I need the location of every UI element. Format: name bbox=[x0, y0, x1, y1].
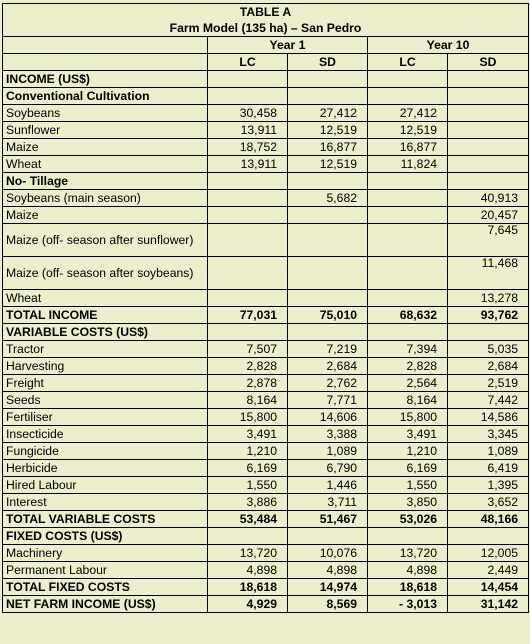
table-subtitle: Farm Model (135 ha) – San Pedro bbox=[169, 21, 362, 35]
value-cell bbox=[448, 139, 529, 156]
table-row bbox=[3, 443, 529, 460]
table-row bbox=[3, 579, 529, 596]
value-cell: 1,210 bbox=[208, 443, 288, 460]
value-cell bbox=[288, 257, 368, 290]
row-label: Conventional Cultivation bbox=[3, 88, 208, 105]
row-label: VARIABLE COSTS (US$) bbox=[3, 324, 208, 341]
value-cell bbox=[208, 290, 288, 307]
value-cell: 13,278 bbox=[448, 290, 529, 307]
value-cell bbox=[208, 88, 288, 105]
value-cell: 2,828 bbox=[368, 358, 448, 375]
value-cell: 12,005 bbox=[448, 545, 529, 562]
value-cell: 4,929 bbox=[208, 596, 288, 613]
value-cell: 18,618 bbox=[368, 579, 448, 596]
value-cell: 12,519 bbox=[288, 156, 368, 173]
value-cell: 18,618 bbox=[208, 579, 288, 596]
row-label: NET FARM INCOME (US$) bbox=[3, 596, 208, 613]
value-cell: 2,684 bbox=[288, 358, 368, 375]
table-row bbox=[3, 190, 529, 207]
table-row bbox=[3, 409, 529, 426]
subheader-empty-cell bbox=[3, 54, 208, 71]
value-cell: 5,035 bbox=[448, 341, 529, 358]
value-cell: 2,762 bbox=[288, 375, 368, 392]
value-cell: 27,412 bbox=[368, 105, 448, 122]
table-row bbox=[3, 545, 529, 562]
table-row bbox=[3, 207, 529, 224]
value-cell: 4,898 bbox=[208, 562, 288, 579]
row-label: TOTAL VARIABLE COSTS bbox=[3, 511, 208, 528]
value-cell bbox=[368, 324, 448, 341]
value-cell bbox=[208, 207, 288, 224]
row-label: No- Tillage bbox=[3, 173, 208, 190]
row-label: Soybeans bbox=[3, 105, 208, 122]
value-cell: 51,467 bbox=[288, 511, 368, 528]
table-row bbox=[3, 257, 529, 290]
value-cell: 1,550 bbox=[208, 477, 288, 494]
row-label: Permanent Labour bbox=[3, 562, 208, 579]
table-row bbox=[3, 392, 529, 409]
value-cell: 2,878 bbox=[208, 375, 288, 392]
subheader-sd-year-10: SD bbox=[448, 54, 529, 71]
value-cell: 8,569 bbox=[288, 596, 368, 613]
row-label: Harvesting bbox=[3, 358, 208, 375]
value-cell: 3,388 bbox=[288, 426, 368, 443]
value-cell: 7,771 bbox=[288, 392, 368, 409]
subheader-lc-year-1: LC bbox=[208, 54, 288, 71]
table-row bbox=[3, 477, 529, 494]
table-row bbox=[3, 71, 529, 88]
table-row bbox=[3, 139, 529, 156]
table-row bbox=[3, 426, 529, 443]
value-cell: 7,219 bbox=[288, 341, 368, 358]
value-cell: 15,800 bbox=[208, 409, 288, 426]
value-cell bbox=[208, 528, 288, 545]
value-cell: 40,913 bbox=[448, 190, 529, 207]
value-cell: 8,164 bbox=[208, 392, 288, 409]
value-cell: 3,886 bbox=[208, 494, 288, 511]
value-cell: 1,550 bbox=[368, 477, 448, 494]
row-label: TOTAL INCOME bbox=[3, 307, 208, 324]
value-cell: 2,449 bbox=[448, 562, 529, 579]
value-cell: 6,169 bbox=[208, 460, 288, 477]
value-cell bbox=[208, 173, 288, 190]
value-cell: 12,519 bbox=[288, 122, 368, 139]
subheader-row bbox=[3, 54, 529, 71]
value-cell: 48,166 bbox=[448, 511, 529, 528]
value-cell bbox=[448, 173, 529, 190]
row-label: Sunflower bbox=[3, 122, 208, 139]
header-empty-cell bbox=[3, 37, 208, 54]
value-cell bbox=[288, 290, 368, 307]
value-cell: 77,031 bbox=[208, 307, 288, 324]
value-cell: 1,446 bbox=[288, 477, 368, 494]
subheader-lc-year-10: LC bbox=[368, 54, 448, 71]
table-row bbox=[3, 173, 529, 190]
value-cell: 6,790 bbox=[288, 460, 368, 477]
value-cell bbox=[368, 88, 448, 105]
value-cell bbox=[288, 88, 368, 105]
value-cell bbox=[288, 324, 368, 341]
value-cell bbox=[208, 190, 288, 207]
table-row bbox=[3, 324, 529, 341]
value-cell: 16,877 bbox=[288, 139, 368, 156]
value-cell bbox=[448, 528, 529, 545]
value-cell: 5,682 bbox=[288, 190, 368, 207]
year-10-header: Year 10 bbox=[368, 37, 529, 54]
table-row bbox=[3, 596, 529, 613]
value-cell bbox=[448, 105, 529, 122]
value-cell bbox=[288, 528, 368, 545]
row-label: Seeds bbox=[3, 392, 208, 409]
value-cell: 1,089 bbox=[448, 443, 529, 460]
value-cell bbox=[448, 88, 529, 105]
value-cell: 13,720 bbox=[368, 545, 448, 562]
row-label: Hired Labour bbox=[3, 477, 208, 494]
value-cell: 1,089 bbox=[288, 443, 368, 460]
farm-model-table bbox=[2, 3, 529, 613]
value-cell bbox=[368, 257, 448, 290]
value-cell: 1,395 bbox=[448, 477, 529, 494]
table-row bbox=[3, 290, 529, 307]
row-label: Maize (off- season after sunflower) bbox=[3, 224, 208, 257]
table-row bbox=[3, 494, 529, 511]
value-cell: 11,824 bbox=[368, 156, 448, 173]
row-label: TOTAL FIXED COSTS bbox=[3, 579, 208, 596]
table-row bbox=[3, 528, 529, 545]
subheader-sd-year-1: SD bbox=[288, 54, 368, 71]
value-cell bbox=[208, 324, 288, 341]
table-title-cell bbox=[3, 4, 529, 37]
value-cell: 18,752 bbox=[208, 139, 288, 156]
row-label: Freight bbox=[3, 375, 208, 392]
year-header-row bbox=[3, 37, 529, 54]
table-row bbox=[3, 341, 529, 358]
table-row bbox=[3, 511, 529, 528]
table-row bbox=[3, 307, 529, 324]
table-title-row bbox=[3, 4, 529, 37]
value-cell bbox=[288, 224, 368, 257]
value-cell: 2,564 bbox=[368, 375, 448, 392]
value-cell: 7,645 bbox=[448, 224, 529, 257]
value-cell: 53,026 bbox=[368, 511, 448, 528]
table-row bbox=[3, 224, 529, 257]
table-row bbox=[3, 156, 529, 173]
value-cell bbox=[368, 224, 448, 257]
value-cell bbox=[448, 122, 529, 139]
value-cell: 10,076 bbox=[288, 545, 368, 562]
row-label: Maize bbox=[3, 207, 208, 224]
value-cell: 13,911 bbox=[208, 122, 288, 139]
value-cell: 14,606 bbox=[288, 409, 368, 426]
value-cell: 11,468 bbox=[448, 257, 529, 290]
value-cell bbox=[448, 71, 529, 88]
value-cell bbox=[288, 173, 368, 190]
value-cell: 2,828 bbox=[208, 358, 288, 375]
value-cell: 3,491 bbox=[368, 426, 448, 443]
table-row bbox=[3, 460, 529, 477]
row-label: Insecticide bbox=[3, 426, 208, 443]
value-cell bbox=[208, 71, 288, 88]
value-cell: 3,652 bbox=[448, 494, 529, 511]
value-cell: 13,720 bbox=[208, 545, 288, 562]
value-cell: 6,419 bbox=[448, 460, 529, 477]
value-cell bbox=[288, 71, 368, 88]
row-label: FIXED COSTS (US$) bbox=[3, 528, 208, 545]
value-cell: 6,169 bbox=[368, 460, 448, 477]
value-cell: 4,898 bbox=[288, 562, 368, 579]
table-row bbox=[3, 562, 529, 579]
value-cell bbox=[208, 257, 288, 290]
table-row bbox=[3, 88, 529, 105]
value-cell: 7,442 bbox=[448, 392, 529, 409]
value-cell: 3,711 bbox=[288, 494, 368, 511]
row-label: Tractor bbox=[3, 341, 208, 358]
value-cell bbox=[448, 324, 529, 341]
value-cell: 27,412 bbox=[288, 105, 368, 122]
value-cell: 68,632 bbox=[368, 307, 448, 324]
value-cell bbox=[448, 156, 529, 173]
table-title: TABLE A bbox=[239, 5, 292, 19]
value-cell: 7,507 bbox=[208, 341, 288, 358]
value-cell bbox=[368, 207, 448, 224]
value-cell bbox=[368, 528, 448, 545]
value-cell: 20,457 bbox=[448, 207, 529, 224]
row-label: Wheat bbox=[3, 156, 208, 173]
table-row bbox=[3, 375, 529, 392]
value-cell: 15,800 bbox=[368, 409, 448, 426]
value-cell bbox=[368, 290, 448, 307]
value-cell: 30,458 bbox=[208, 105, 288, 122]
row-label: Soybeans (main season) bbox=[3, 190, 208, 207]
row-label: Wheat bbox=[3, 290, 208, 307]
value-cell bbox=[368, 190, 448, 207]
value-cell: 7,394 bbox=[368, 341, 448, 358]
value-cell: 13,911 bbox=[208, 156, 288, 173]
value-cell: 31,142 bbox=[448, 596, 529, 613]
row-label: Maize (off- season after soybeans) bbox=[3, 257, 208, 290]
value-cell: - 3,013 bbox=[368, 596, 448, 613]
row-label: Machinery bbox=[3, 545, 208, 562]
value-cell: 3,850 bbox=[368, 494, 448, 511]
value-cell bbox=[288, 207, 368, 224]
value-cell: 93,762 bbox=[448, 307, 529, 324]
row-label: INCOME (US$) bbox=[3, 71, 208, 88]
value-cell: 14,454 bbox=[448, 579, 529, 596]
value-cell: 16,877 bbox=[368, 139, 448, 156]
row-label: Maize bbox=[3, 139, 208, 156]
value-cell: 1,210 bbox=[368, 443, 448, 460]
value-cell: 3,491 bbox=[208, 426, 288, 443]
table-row bbox=[3, 105, 529, 122]
value-cell: 53,484 bbox=[208, 511, 288, 528]
table-row bbox=[3, 358, 529, 375]
value-cell: 75,010 bbox=[288, 307, 368, 324]
row-label: Fungicide bbox=[3, 443, 208, 460]
value-cell: 14,974 bbox=[288, 579, 368, 596]
value-cell: 14,586 bbox=[448, 409, 529, 426]
value-cell bbox=[368, 71, 448, 88]
row-label: Herbicide bbox=[3, 460, 208, 477]
value-cell: 12,519 bbox=[368, 122, 448, 139]
table-body bbox=[3, 4, 529, 613]
row-label: Fertiliser bbox=[3, 409, 208, 426]
value-cell: 4,898 bbox=[368, 562, 448, 579]
value-cell: 3,345 bbox=[448, 426, 529, 443]
value-cell: 2,519 bbox=[448, 375, 529, 392]
value-cell bbox=[368, 173, 448, 190]
value-cell bbox=[208, 224, 288, 257]
year-1-header: Year 1 bbox=[208, 37, 368, 54]
row-label: Interest bbox=[3, 494, 208, 511]
value-cell: 2,684 bbox=[448, 358, 529, 375]
table-row bbox=[3, 122, 529, 139]
value-cell: 8,164 bbox=[368, 392, 448, 409]
